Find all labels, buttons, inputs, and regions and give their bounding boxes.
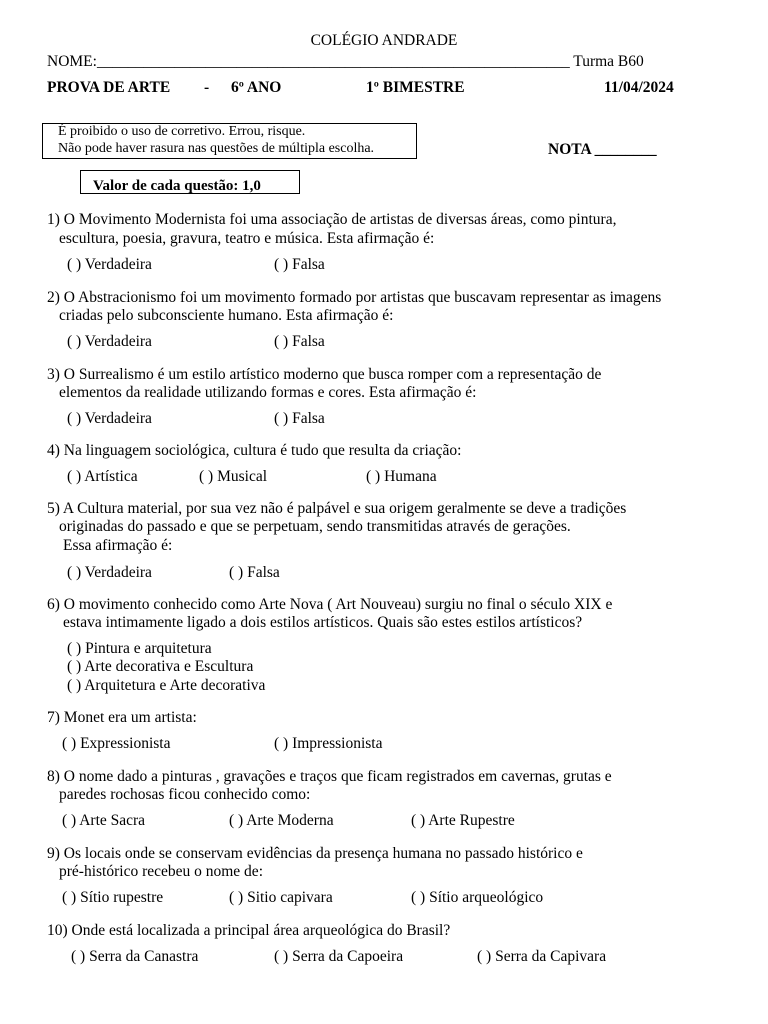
option-sitio-rupestre[interactable]: ( ) Sítio rupestre (62, 889, 164, 906)
school-name: COLÉGIO ANDRADE (310, 32, 458, 49)
question-text: 7) Monet era um artista: (47, 709, 197, 726)
option-verdadeira[interactable]: ( ) Verdadeira (67, 256, 152, 273)
option-serra-capivara[interactable]: ( ) Serra da Capivara (477, 948, 607, 965)
question-text: criadas pelo subconsciente humano. Esta afirmação é: (59, 307, 394, 324)
question-text: 6) O movimento conhecido como Arte Nova ( Art Nouveau) surgiu no final o século XIX e (47, 596, 613, 613)
option-sitio-capivara[interactable]: ( ) Sitio capivara (229, 889, 333, 906)
question-text: escultura, poesia, gravura, teatro e música. Esta afirmação é: (59, 230, 435, 247)
question-text: 2) O Abstracionismo foi um movimento formado por artistas que buscavam representar as imagens (47, 289, 662, 306)
question-text: Essa afirmação é: (63, 537, 173, 554)
question-text: elementos da realidade utilizando formas e cores. Esta afirmação é: (59, 384, 477, 401)
option-verdadeira[interactable]: ( ) Verdadeira (67, 564, 152, 581)
option-arte-decorativa-escultura[interactable]: ( ) Arte decorativa e Escultura (67, 658, 254, 675)
option-artistica[interactable]: ( ) Artística (67, 468, 138, 485)
question-text: 8) O nome dado a pinturas , gravações e traços que ficam registrados em cavernas, grutas e (47, 768, 612, 785)
option-arte-moderna[interactable]: ( ) Arte Moderna (229, 812, 334, 829)
question-text: originadas do passado e que se perpetuam, sendo transmitidas através de gerações. (59, 518, 571, 535)
question-text: 4) Na linguagem sociológica, cultura é tudo que resulta da criação: (47, 442, 462, 459)
exam-term: 1º BIMESTRE (366, 79, 465, 96)
option-arquitetura-arte-decorativa[interactable]: ( ) Arquitetura e Arte decorativa (67, 677, 266, 694)
question-text: paredes rochosas ficou conhecido como: (59, 786, 311, 803)
option-expressionista[interactable]: ( ) Expressionista (62, 735, 171, 752)
exam-grade: 6º ANO (231, 79, 282, 96)
option-musical[interactable]: ( ) Musical (199, 468, 268, 485)
rules-line-1: É proibido o uso de corretivo. Errou, risque. (58, 124, 306, 139)
option-falsa[interactable]: ( ) Falsa (274, 410, 325, 427)
question-text: 3) O Surrealismo é um estilo artístico moderno que busca romper com a representação de (47, 366, 602, 383)
value-text: Valor de cada questão: 1,0 (93, 178, 261, 194)
value-box (80, 170, 300, 194)
exam-date: 11/04/2024 (604, 79, 674, 96)
rules-line-2: Não pode haver rasura nas questões de múltipla escolha. (58, 141, 375, 156)
option-verdadeira[interactable]: ( ) Verdadeira (67, 410, 152, 427)
question-text: 10) Onde está localizada a principal área arqueológica do Brasil? (47, 922, 451, 939)
question-text: 1) O Movimento Modernista foi uma associação de artistas de diversas áreas, como pintura, (47, 211, 617, 228)
question-text: 9) Os locais onde se conservam evidências da presença humana no passado histórico e (47, 845, 583, 862)
option-pintura-arquitetura[interactable]: ( ) Pintura e arquitetura (67, 640, 212, 657)
grade-field: NOTA ________ (548, 141, 657, 158)
rules-box (42, 123, 417, 159)
exam-dash: - (204, 79, 210, 96)
option-sitio-arqueologico[interactable]: ( ) Sítio arqueológico (411, 889, 544, 906)
option-arte-rupestre[interactable]: ( ) Arte Rupestre (411, 812, 515, 829)
exam-title: PROVA DE ARTE (47, 79, 171, 96)
option-humana[interactable]: ( ) Humana (366, 468, 437, 485)
question-text: 5) A Cultura material, por sua vez não é palpável e sua origem geralmente se deve a tradições (47, 500, 627, 517)
question-text: pré-histórico recebeu o nome de: (59, 863, 263, 880)
option-falsa[interactable]: ( ) Falsa (229, 564, 280, 581)
option-serra-capoeira[interactable]: ( ) Serra da Capoeira (274, 948, 404, 965)
option-falsa[interactable]: ( ) Falsa (274, 256, 325, 273)
option-serra-canastra[interactable]: ( ) Serra da Canastra (71, 948, 199, 965)
option-falsa[interactable]: ( ) Falsa (274, 333, 325, 350)
question-text: estava intimamente ligado a dois estilos artísticos. Quais são estes estilos artísticos? (63, 614, 583, 631)
option-impressionista[interactable]: ( ) Impressionista (274, 735, 383, 752)
name-line: NOME:_____________________________________________________________ Turma B60 (47, 53, 644, 70)
option-arte-sacra[interactable]: ( ) Arte Sacra (62, 812, 146, 829)
option-verdadeira[interactable]: ( ) Verdadeira (67, 333, 152, 350)
